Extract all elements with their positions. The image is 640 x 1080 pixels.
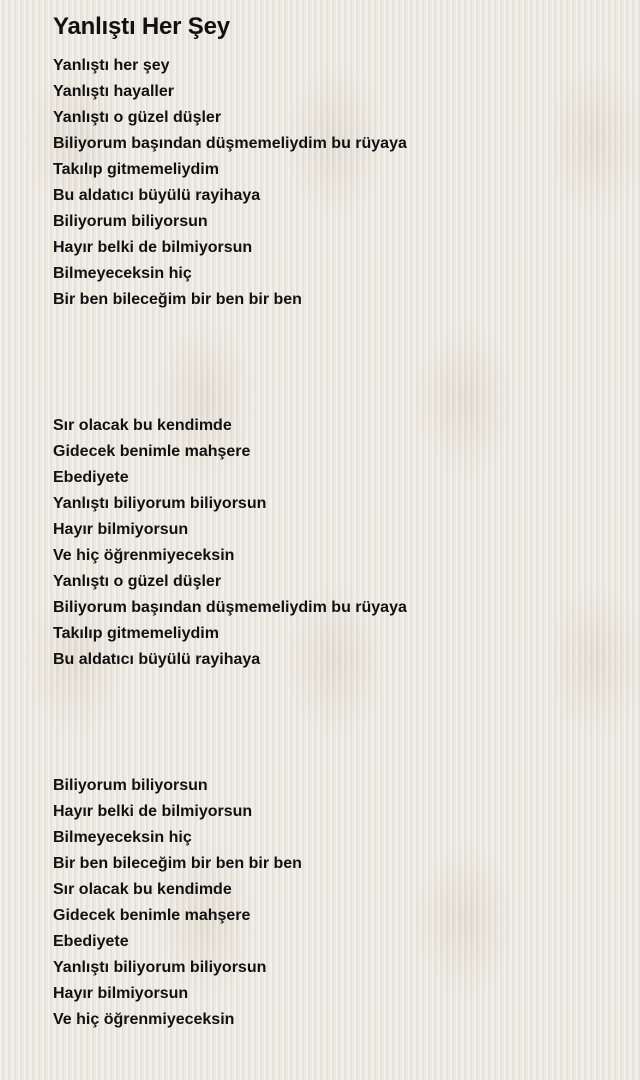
poem-line: Bilmeyeceksin hiç <box>53 829 192 846</box>
poem-title: Yanlıştı Her Şey <box>53 13 230 40</box>
poem-line: Ebediyete <box>53 933 129 950</box>
poem-line: Takılıp gitmemeliydim <box>53 625 219 642</box>
poem-line: Bu aldatıcı büyülü rayihaya <box>53 187 261 204</box>
poem-line: Ve hiç öğrenmiyeceksin <box>53 547 235 564</box>
poem-line: Yanlıştı biliyorum biliyorsun <box>53 959 267 976</box>
poem-line: Ve hiç öğrenmiyeceksin <box>53 1011 235 1028</box>
poem-line: Biliyorum biliyorsun <box>53 777 208 794</box>
poem-line: Biliyorum başından düşmemeliydim bu rüyaya <box>53 135 407 152</box>
stanza-1 <box>53 53 407 313</box>
poem-line: Yanlıştı biliyorum biliyorsun <box>53 495 267 512</box>
poem-line: Bu aldatıcı büyülü rayihaya <box>53 651 261 668</box>
poem-line: Yanlıştı her şey <box>53 57 170 74</box>
poem-line: Bir ben bileceğim bir ben bir ben <box>53 291 302 308</box>
poem-line: Bilmeyeceksin hiç <box>53 265 192 282</box>
poem-line: Yanlıştı hayaller <box>53 83 174 100</box>
poem-line: Hayır belki de bilmiyorsun <box>53 803 253 820</box>
poem-line: Sır olacak bu kendimde <box>53 881 232 898</box>
poem-line: Yanlıştı o güzel düşler <box>53 573 222 590</box>
poem-line: Takılıp gitmemeliydim <box>53 161 219 178</box>
stanza-3 <box>53 773 302 1033</box>
poem-line: Hayır belki de bilmiyorsun <box>53 239 253 256</box>
poem-line: Sır olacak bu kendimde <box>53 417 232 434</box>
stanza-2 <box>53 413 407 673</box>
poem-line: Yanlıştı o güzel düşler <box>53 109 222 126</box>
poem-line: Gidecek benimle mahşere <box>53 443 251 460</box>
poem-line: Ebediyete <box>53 469 129 486</box>
poem-line: Biliyorum biliyorsun <box>53 213 208 230</box>
poem-line: Hayır bilmiyorsun <box>53 521 189 538</box>
poem-line: Biliyorum başından düşmemeliydim bu rüyaya <box>53 599 407 616</box>
poem-line: Hayır bilmiyorsun <box>53 985 189 1002</box>
poem-line: Bir ben bileceğim bir ben bir ben <box>53 855 302 872</box>
poem-line: Gidecek benimle mahşere <box>53 907 251 924</box>
